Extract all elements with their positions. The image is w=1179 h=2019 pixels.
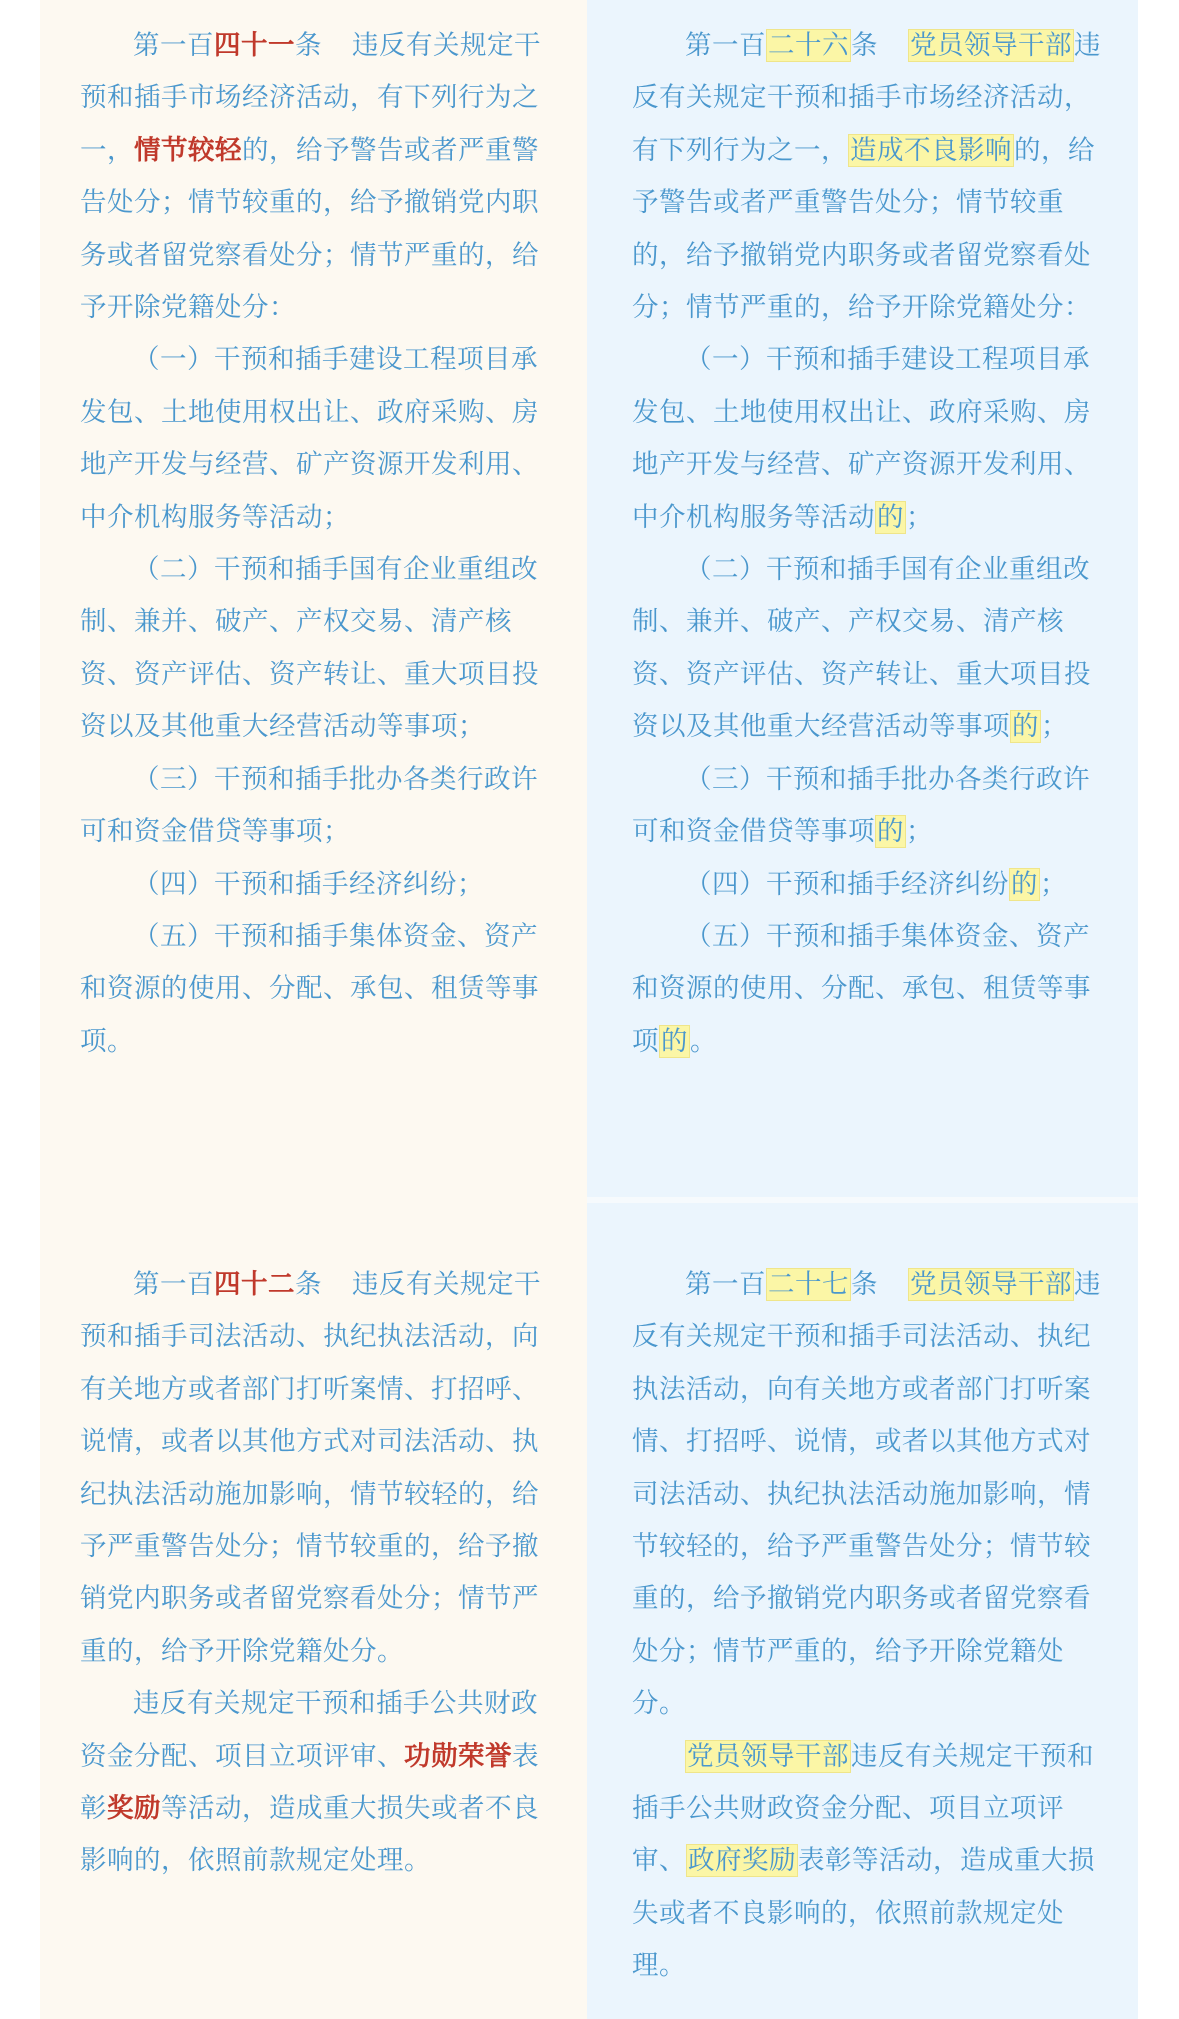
clause-2: （二）干预和插手国有企业重组改制、兼并、破产、产权交易、清产核资、资产评估、资产转让、重大项目投资以及其他重大经营活动等事项的； [632,554,1091,743]
article-126-new [632,20,1102,1068]
article-141-old [80,20,545,1068]
changed-phrase: 情节较轻 [134,134,242,166]
clause-2: （二）干预和插手国有企业重组改制、兼并、破产、产权交易、清产核资、资产评估、资产转让、重大项目投资以及其他重大经营活动等事项； [80,554,539,743]
clause-4: （四）干预和插手经济纠纷的； [685,868,1067,900]
highlighted-subject: 党员领导干部 [910,30,1072,61]
article-number-emphasis: 四十一 [214,30,295,61]
highlighted-added-char: 的 [1011,868,1038,900]
article-heading-paragraph: 第一百二十七条 党员领导干部违反有关规定干预和插手司法活动、执纪执法活动，向有关地方或者部门打听案情、打招呼、说情，或者以其他方式对司法活动、执纪执法活动施加影响，情节较轻的，给予严重警告处分；情节较重的，给予撤销党内职务或者留党察看处分；情节严重的，给予开除党籍处分。 [632,1269,1101,1720]
article-heading-paragraph: 第一百二十六条 党员领导干部违反有关规定干预和插手市场经济活动，有下列行为之一，造成不良影响的，给予警告或者严重警告处分；情节较重的，给予撤销党内职务或者留党察看处分；情节严重的，给予开除党籍处分： [632,30,1101,324]
clause-1: （一）干预和插手建设工程项目承发包、土地使用权出让、政府采购、房地产开发与经营、矿产资源开发利用、中介机构服务等活动； [80,344,539,533]
article-number-emphasis: 四十二 [214,1269,295,1300]
changed-phrase: 功勋荣誉 [404,1740,512,1772]
changed-phrase: 奖励 [107,1793,161,1825]
clause-3: （三）干预和插手批办各类行政许可和资金借贷等事项； [80,763,538,848]
highlighted-added-char: 的 [877,501,904,533]
highlighted-changed-phrase: 政府奖励 [688,1845,796,1877]
clause-5: （五）干预和插手集体资金、资产和资源的使用、分配、承包、租赁等事项的。 [632,920,1091,1057]
highlighted-article-number: 二十七 [768,1269,849,1300]
second-paragraph: 党员领导干部违反有关规定干预和插手公共财政资金分配、项目立项评审、政府奖励表彰等活动，造成重大损失或者不良影响的，依照前款规定处理。 [632,1740,1095,1982]
article-127-new [632,1259,1102,1993]
clause-5: （五）干预和插手集体资金、资产和资源的使用、分配、承包、租赁等事项。 [80,920,539,1057]
article-heading-paragraph: 第一百四十二条 违反有关规定干预和插手司法活动、执纪执法活动，向有关地方或者部门打听案情、打招呼、说情，或者以其他方式对司法活动、执纪执法活动施加影响，情节较轻的，给予严重警告处分；情节较重的，给予撤销党内职务或者留党察看处分；情节严重的，给予开除党籍处分。 [80,1269,541,1667]
highlighted-added-char: 的 [877,816,904,848]
highlighted-subject: 党员领导干部 [687,1740,849,1772]
article-142-old [80,1259,545,1888]
clause-4: （四）干预和插手经济纠纷； [133,868,484,900]
section-divider [587,1197,1138,1203]
highlighted-changed-phrase: 造成不良影响 [850,134,1012,166]
article-heading-paragraph: 第一百四十一条 违反有关规定干预和插手市场经济活动，有下列行为之一，情节较轻的，给予警告或者严重警告处分；情节较重的，给予撤销党内职务或者留党察看处分；情节严重的，给予开除党籍处分： [80,30,541,324]
clause-1: （一）干预和插手建设工程项目承发包、土地使用权出让、政府采购、房地产开发与经营、矿产资源开发利用、中介机构服务等活动的； [632,344,1091,533]
highlighted-article-number: 二十六 [768,30,849,61]
highlighted-subject: 党员领导干部 [910,1269,1072,1300]
highlighted-added-char: 的 [1012,711,1039,743]
second-paragraph: 违反有关规定干预和插手公共财政资金分配、项目立项评审、功勋荣誉表彰奖励等活动，造成重大损失或者不良影响的，依照前款规定处理。 [80,1688,539,1877]
highlighted-added-char: 的 [661,1025,688,1057]
clause-3: （三）干预和插手批办各类行政许可和资金借贷等事项的； [632,763,1090,848]
